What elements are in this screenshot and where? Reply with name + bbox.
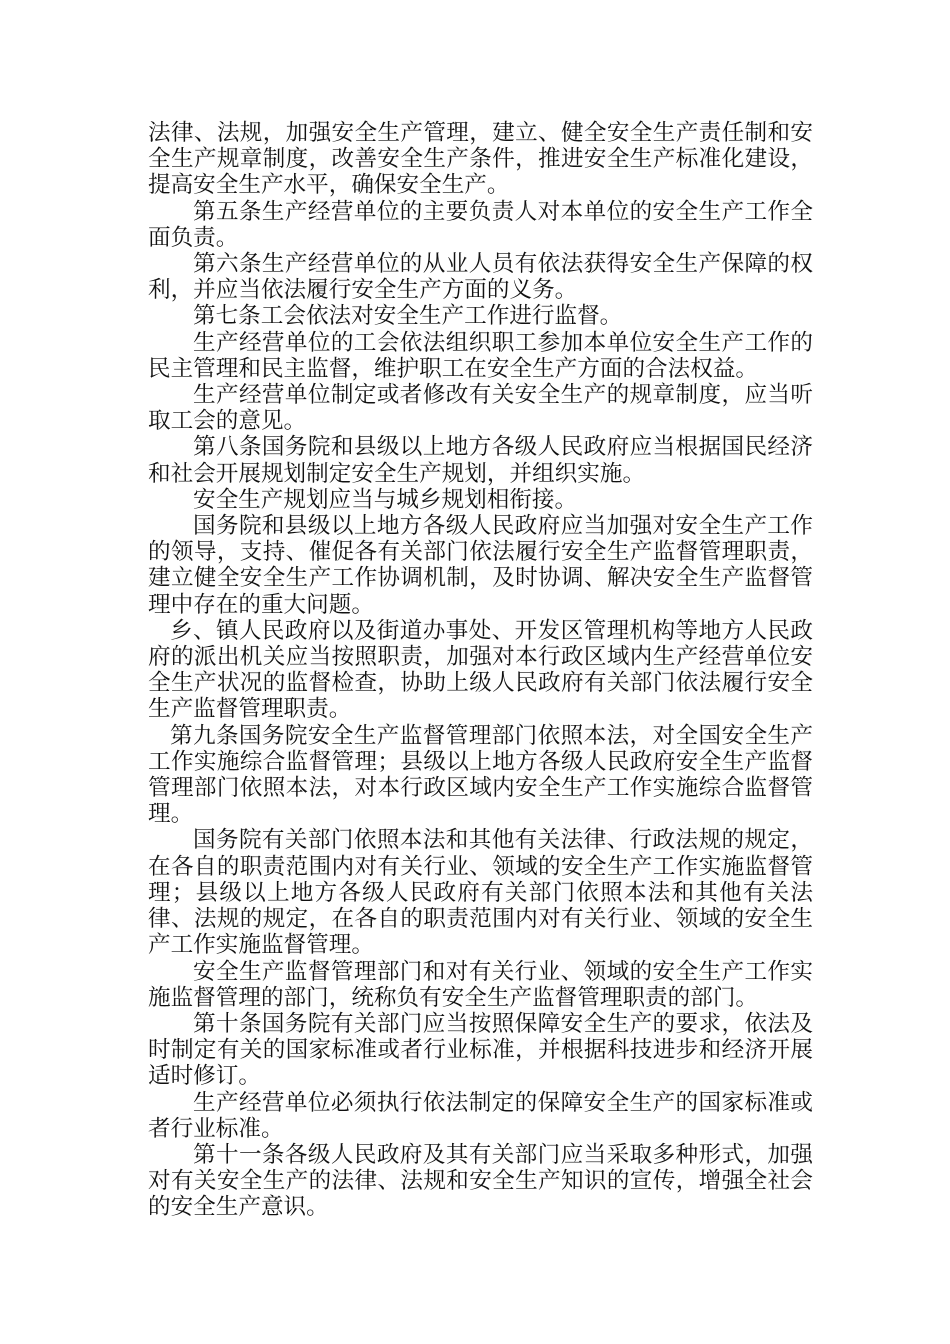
paragraph-article-10: 第十条国务院有关部门应当按照保障安全生产的要求，依法及时制定有关的国家标准或者行业标准，并根据科技进步和经济开展适时修订。 (148, 1010, 813, 1090)
document-body (148, 120, 813, 1221)
paragraph-article-8: 第八条国务院和县级以上地方各级人民政府应当根据国民经济和社会开展规划制定安全生产规划，并组织实施。 (148, 434, 813, 487)
paragraph: 生产经营单位的工会依法组织职工参加本单位安全生产工作的民主管理和民主监督，维护职工在安全生产方面的合法权益。 (148, 329, 813, 382)
paragraph-article-11: 第十一条各级人民政府及其有关部门应当采取多种形式，加强对有关安全生产的法律、法规和安全生产知识的宣传，增强全社会的安全生产意识。 (148, 1141, 813, 1221)
paragraph: 乡、镇人民政府以及街道办事处、开发区管理机构等地方人民政府的派出机关应当按照职责，加强对本行政区域内生产经营单位安全生产状况的监督检查，协助上级人民政府有关部门依法履行安全生产监督管理职责。 (148, 617, 813, 723)
paragraph-article-5: 第五条生产经营单位的主要负责人对本单位的安全生产工作全面负责。 (148, 198, 813, 251)
paragraph-article-7: 第七条工会依法对安全生产工作进行监督。 (193, 303, 623, 330)
paragraph: 安全生产规划应当与城乡规划相衔接。 (193, 486, 578, 513)
paragraph-article-9: 第九条国务院安全生产监督管理部门依照本法，对全国安全生产工作实施综合监督管理；县级以上地方各级人民政府安全生产监督管理部门依照本法，对本行政区域内安全生产工作实施综合监督管理。 (148, 722, 813, 828)
paragraph-continuation: 法律、法规，加强安全生产管理，建立、健全安全生产责任制和安全生产规章制度，改善安全生产条件，推进安全生产标准化建设，提高安全生产水平，确保安全生产。 (148, 120, 813, 199)
paragraph-article-6: 第六条生产经营单位的从业人员有依法获得安全生产保障的权利，并应当依法履行安全生产方面的义务。 (148, 251, 813, 304)
paragraph: 安全生产监督管理部门和对有关行业、领域的安全生产工作实施监督管理的部门，统称负有安全生产监督管理职责的部门。 (148, 958, 813, 1011)
paragraph: 国务院有关部门依照本法和其他有关法律、行政法规的规定，在各自的职责范围内对有关行业、领域的安全生产工作实施监督管理；县级以上地方各级人民政府有关部门依照本法和其他有关法律、法规的规定，在各自的职责范围内对有关行业、领域的安全生产工作实施监督管理。 (148, 827, 813, 959)
paragraph: 生产经营单位必须执行依法制定的保障安全生产的国家标准或者行业标准。 (148, 1089, 813, 1142)
paragraph: 国务院和县级以上地方各级人民政府应当加强对安全生产工作的领导，支持、催促各有关部门依法履行安全生产监督管理职责，建立健全安全生产工作协调机制，及时协调、解决安全生产监督管理中存在的重大问题。 (148, 513, 813, 618)
paragraph: 生产经营单位制定或者修改有关安全生产的规章制度，应当听取工会的意见。 (148, 382, 813, 435)
